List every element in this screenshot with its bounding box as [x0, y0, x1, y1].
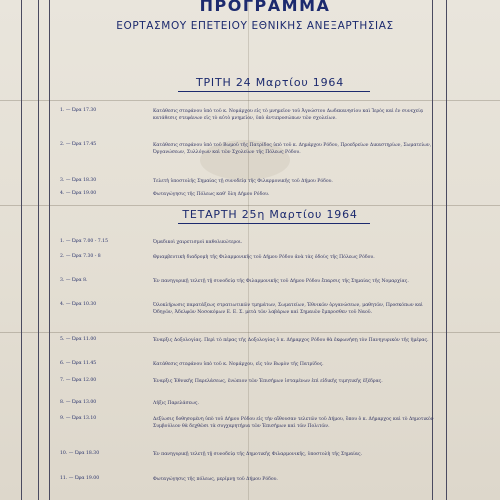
entry-time: 7. — Ώρα 12.00: [60, 378, 97, 383]
entry-text: Ὁλοκλήρωσις παρατάξεως στρατιωτικῶν τμημάτων, Σωματείων, Ἐθνικῶν ὀργανώσεων, μαθητῶν, Προσκόπων καὶ Ὁδηγῶν, Ἀδελφῶν Νοσοκόμων Ε. Ε. Σ. μετὰ τῶν λαβάρων καὶ Σημαιῶν ἔμπροσθεν τοῦ Ναοῦ.: [153, 303, 423, 316]
day-header-underline: [178, 223, 370, 224]
margin-rule-left: [21, 0, 22, 500]
entry-text: Ὁμαδικοὶ χαιρετισμοὶ καθολικώτεροι.: [153, 240, 243, 245]
entry-time: 9. — Ώρα 13.10: [60, 416, 97, 421]
entry-time: 5. — Ώρα 11.00: [60, 337, 97, 342]
entry-time: 4. — Ώρα 10.30: [60, 302, 97, 307]
entry-time: 8. — Ώρα 13.00: [60, 400, 97, 405]
entry-time: 6. — Ώρα 11.45: [60, 361, 97, 366]
entry-text: Κατάθεσις στεφάνου ὑπὸ τοῦ κ. Νομάρχου εἰς τὸ μνημεῖον τοῦ Ἀγνώστου Δωδεκανησίου καὶ Ἱερὸς καὶ ἐν συνεχείᾳ κατάθεσις στεφάνων εἰς τὸ αὐτὸ μνημεῖον, ὑπὸ ἀντιπροσώπων τῶν σχολείων.: [153, 109, 424, 122]
entry-time: 11. — Ώρα 19.00: [60, 476, 100, 481]
day-header-underline: [178, 91, 370, 92]
fold-line: [0, 100, 500, 101]
entry-time: 2. — Ώρα 7.30 - 8: [60, 254, 101, 259]
entry-time: 1. — Ώρα 17.30: [60, 108, 97, 113]
entry-time: 3. — Ώρα 18.30: [60, 178, 97, 183]
entry-text: Θριαμβευτικὴ διαδρομὴ τῆς Φιλαρμονικῆς τοῦ Δήμου Ρόδου ἀνὰ τὰς ὁδοὺς τῆς Πόλεως Ρόδου.: [153, 255, 375, 260]
margin-rule-right: [446, 0, 447, 500]
entry-text: Τελετὴ ὑποστολῆς Σημαίας τῇ συνοδείᾳ τῆς Φιλαρμονικῆς τοῦ Δήμου Ρόδου.: [153, 179, 333, 184]
entry-text: Ἐν πανηγυρικῇ τελετῇ τῇ συνοδείᾳ τῆς Φιλαρμονικῆς τοῦ Δήμου Ρόδου ἔπαρσις τῆς Σημαίας τῆς Νομαρχίας.: [153, 279, 409, 284]
entry-text: Ἐναρξις Δοξολογίας. Περὶ τὸ πέρας τῆς Δοξολογίας ὁ κ. Δήμαρχος Ρόδου θὰ ἐκφωνήσῃ τὸν Πανηγυρικὸν τῆς ἡμέρας.: [153, 338, 429, 343]
entry-text: Ἐναρξις Ἐθνικῆς Παρελάσεως, ἐνώπιον τῶν Ἐπισήμων ἱσταμένων ἐπὶ εἰδικῆς τιμητικῆς ἐξέδρας.: [153, 379, 383, 384]
entry-time: 4. — Ώρα 19.00: [60, 191, 97, 196]
margin-rule-left-inner: [49, 0, 50, 500]
entry-text: Κατάθεσις στεφάνου ὑπὸ τοῦ Βωμοῦ τῆς Πατρίδος ὑπὸ τοῦ κ. Δημάρχου Ρόδου, Προεδρείων Δικαστηρίων, Σωματείων, Ὀργανώσεων, Συλλόγων καὶ τῶν Σχολείων τῆς Πόλεως Ρόδου.: [153, 143, 432, 156]
entry-text: Κατάθεσις στεφάνου ὑπὸ τοῦ κ. Νομάρχου, εἰς τὸν Βωμὸν τῆς Πατρίδος.: [153, 362, 324, 367]
entry-text: Λῆξις Παρελάσεως.: [153, 401, 199, 406]
entry-time: 1. — Ώρα 7.00 - 7.15: [60, 239, 109, 244]
fold-line: [0, 332, 500, 333]
entry-time: 3. — Ώρα 8.: [60, 278, 88, 283]
fold-line: [0, 205, 500, 206]
day-header: ΤΡΙΤΗ 24 Μαρτίου 1964: [150, 76, 390, 89]
entry-text: Ἐν πανηγυρικῇ τελετῇ τῇ συνοδείᾳ τῆς Δημοτικῆς Φιλαρμονικῆς, ὑποστολὴ τῆς Σημαίας.: [153, 452, 363, 457]
page-title: ΠΡΟΓΡΑΜΜΑ: [199, 0, 331, 15]
entry-time: 10. — Ώρα 18.30: [60, 451, 100, 456]
entry-time: 2. — Ώρα 17.45: [60, 142, 97, 147]
entry-text: Φωταγώγησις τῆς πόλεως, μερίμνῃ τοῦ Δήμου Ρόδου.: [153, 477, 278, 482]
margin-rule-left-inner: [38, 0, 39, 500]
day-header: ΤΕΤΑΡΤΗ 25η Μαρτίου 1964: [150, 208, 390, 221]
entry-text: Δεξίωσις δοθησομένη ὑπὸ τοῦ Δήμου Ρόδου εἰς τὴν αἴθουσαν τελετῶν τοῦ Δήμου, ὅπου ὁ κ. Δήμαρχος καὶ τὸ Δημοτικὸν Συμβούλιον θὰ δεχθῶσι τὰ συγχαρητήρια τῶν Ἐπισήμων καὶ τῶν Πολιτῶν.: [153, 417, 434, 430]
entry-text: Φωταγώγησις τῆς Πόλεως καθ' ὅλη Δήμου Ρόδου.: [153, 192, 270, 197]
page-subtitle: ΕΟΡΤΑΣΜΟΥ ΕΠΕΤΕΙΟΥ ΕΘΝΙΚΗΣ ΑΝΕΞΑΡΤΗΣΙΑΣ: [116, 20, 394, 32]
